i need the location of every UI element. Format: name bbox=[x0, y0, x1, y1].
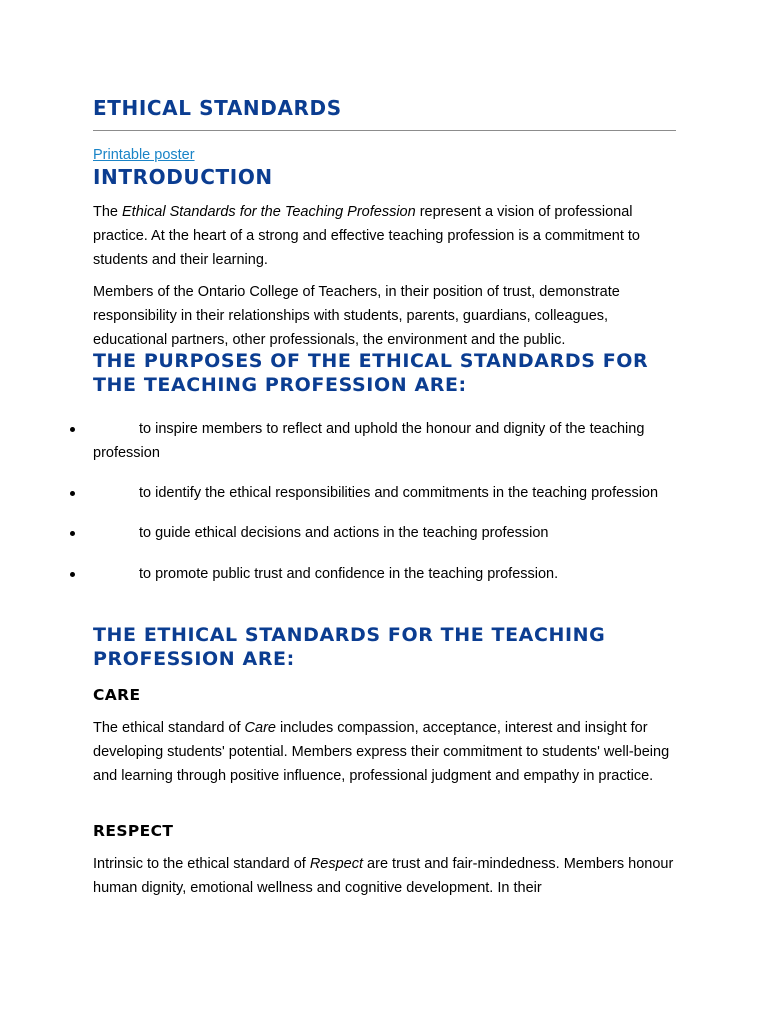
list-item: to inspire members to reflect and uphold the honour and dignity of the teaching profession bbox=[93, 417, 676, 465]
page-title: ETHICAL STANDARDS bbox=[93, 96, 342, 120]
title-divider bbox=[93, 130, 676, 131]
list-item: to identify the ethical responsibilities and commitments in the teaching profession bbox=[93, 481, 676, 505]
purposes-list bbox=[93, 417, 676, 602]
bullet-icon bbox=[70, 427, 75, 432]
introduction-paragraph-2: Members of the Ontario College of Teachers, in their position of trust, demonstrate responsibility in their relationships with students, parents, guardians, colleagues, educational partners, other professionals, the environment and the public. bbox=[93, 284, 620, 348]
standards-heading: THE ETHICAL STANDARDS FOR THE TEACHING PROFESSION ARE: bbox=[93, 624, 606, 670]
purposes-heading: THE PURPOSES OF THE ETHICAL STANDARDS FOR THE TEACHING PROFESSION ARE: bbox=[93, 350, 649, 396]
respect-heading: RESPECT bbox=[93, 822, 174, 840]
bullet-icon bbox=[70, 531, 75, 536]
care-emphasis: Care bbox=[244, 720, 276, 736]
introduction-paragraph-1: The Ethical Standards for the Teaching Profession represent a vision of professional practice. At the heart of a strong and effective teaching profession is a commitment to students and their learning. bbox=[93, 204, 640, 268]
list-item: to promote public trust and confidence in the teaching profession. bbox=[93, 562, 676, 586]
respect-paragraph: Intrinsic to the ethical standard of Respect are trust and fair-mindedness. Members honour human dignity, emotional wellness and cognitive development. In their bbox=[93, 856, 674, 896]
bullet-icon bbox=[70, 572, 75, 577]
respect-emphasis: Respect bbox=[309, 856, 364, 872]
printable-poster-link[interactable]: Printable poster bbox=[93, 147, 195, 163]
document-title-emphasis: Ethical Standards for the Teaching Profession bbox=[122, 204, 416, 220]
introduction-heading: INTRODUCTION bbox=[93, 165, 273, 189]
bullet-icon bbox=[70, 491, 75, 496]
list-item: to guide ethical decisions and actions in the teaching profession bbox=[93, 521, 676, 545]
care-paragraph: The ethical standard of Care includes compassion, acceptance, interest and insight for developing students' potential. Members express their commitment to students' well-being and learning through positive influence, professional judgment and empathy in practice. bbox=[93, 720, 670, 784]
care-heading: CARE bbox=[93, 686, 141, 704]
